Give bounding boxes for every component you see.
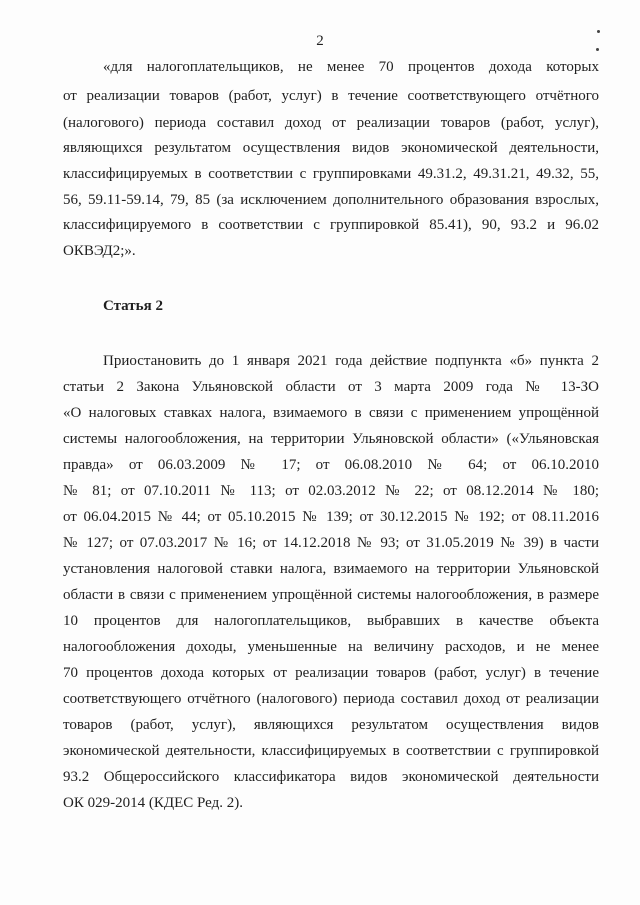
paragraph-line: 10 процентов для налогоплательщиков, выбравших в качестве объекта [63, 613, 599, 629]
paragraph-line: статьи 2 Закона Ульяновской области от 3 марта 2009 года № 13-ЗО [63, 379, 599, 395]
paragraph-line: классифицируемого в соответствии с группировкой 85.41), 90, 93.2 и 96.02 [63, 217, 599, 233]
paragraph-line: установления налоговой ставки налога, взимаемого на территории Ульяновской [63, 561, 599, 577]
paragraph-line: товаров (работ, услуг), являющихся результатом осуществления видов [63, 717, 599, 733]
paragraph-line: области в связи с применением упрощённой системы налогообложения, в размере [63, 587, 599, 603]
paragraph-line: № 81; от 07.10.2011 № 113; от 02.03.2012 № 22; от 08.12.2014 № 180; [63, 483, 599, 499]
paragraph-line: № 127; от 07.03.2017 № 16; от 14.12.2018 № 93; от 31.05.2019 № 39) в части [63, 535, 599, 551]
paragraph-line: Приостановить до 1 января 2021 года действие подпункта «б» пункта 2 [103, 353, 599, 369]
paragraph-line: соответствующего отчётного (налогового) периода составил доход от реализации [63, 691, 599, 707]
paragraph-line: (налогового) периода составил доход от реализации товаров (работ, услуг), [63, 115, 599, 131]
paragraph-line: экономической деятельности, классифицируемых в соответствии с группировкой [63, 743, 599, 759]
article-heading: Статья 2 [103, 298, 163, 314]
paragraph-line: налогообложения доходы, уменьшенные на величину расходов, и не менее [63, 639, 599, 655]
paragraph-line: 70 процентов дохода которых от реализации товаров (работ, услуг) в течение [63, 665, 599, 681]
paragraph-line: 56, 59.11-59.14, 79, 85 (за исключением дополнительного образования взрослых, [63, 192, 599, 208]
paragraph-line: от реализации товаров (работ, услуг) в течение соответствующего отчётного [63, 88, 599, 104]
paragraph-line: правда» от 06.03.2009 № 17; от 06.08.2010 № 64; от 06.10.2010 [63, 457, 599, 473]
paragraph-line: «О налоговых ставках налога, взимаемого в связи с применением упрощённой [63, 405, 599, 421]
paragraph-line: системы налогообложения, на территории Ульяновской области» («Ульяновская [63, 431, 599, 447]
paragraph-line: ОКВЭД2;». [63, 243, 136, 259]
paragraph-line: «для налогоплательщиков, не менее 70 процентов дохода которых [103, 59, 599, 75]
paragraph-line: 93.2 Общероссийского классификатора видов экономической деятельности [63, 769, 599, 785]
paragraph-line: являющихся результатом осуществления видов экономической деятельности, [63, 140, 599, 156]
page-number: 2 [316, 33, 324, 49]
paragraph-line: ОК 029-2014 (КДЕС Ред. 2). [63, 795, 243, 811]
paragraph-line: классифицируемых в соответствии с группировками 49.31.2, 49.31.21, 49.32, 55, [63, 166, 599, 182]
paragraph-line: от 06.04.2015 № 44; от 05.10.2015 № 139; от 30.12.2015 № 192; от 08.11.2016 [63, 509, 599, 525]
